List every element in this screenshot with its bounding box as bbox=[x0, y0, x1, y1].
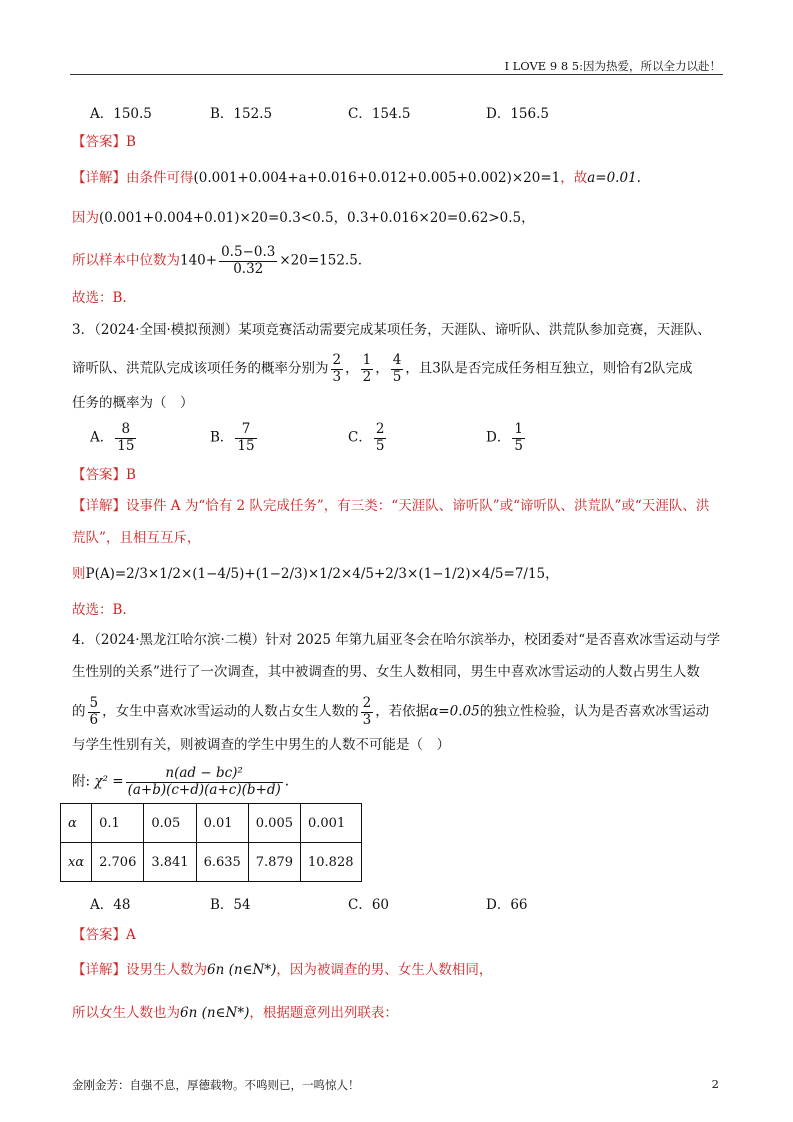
numerator: 7 bbox=[235, 422, 256, 439]
numerator: 1 bbox=[514, 421, 523, 437]
q3-answer bbox=[72, 465, 136, 485]
q4-option-c: C．60 bbox=[348, 897, 390, 913]
explain-text: 所以女生人数也为 bbox=[72, 1005, 180, 1021]
q3-option-d bbox=[486, 422, 527, 454]
answer-value: A bbox=[126, 927, 136, 943]
explain-text: ，因为被调查的男、女生人数相同， bbox=[276, 962, 493, 978]
denominator: 0.32 bbox=[233, 260, 264, 277]
formula: χ² = bbox=[94, 773, 124, 790]
stem-text: 谛听队、洪荒队完成该项任务的概率分别为 bbox=[72, 360, 329, 377]
table-cell: 0.01 bbox=[196, 804, 248, 843]
q4-option-d: D．66 bbox=[486, 897, 528, 913]
denominator: 15 bbox=[117, 437, 135, 454]
critical-value-table bbox=[60, 803, 362, 882]
explain-text: 所以样本中位数为 bbox=[72, 252, 180, 269]
explain-tag: 【详解】 bbox=[72, 498, 126, 514]
option-label: A． bbox=[90, 429, 114, 446]
explain-text: 由条件可得 bbox=[126, 170, 194, 186]
numerator: n(ad − bc)² bbox=[126, 766, 283, 783]
page-footer-motto: 金刚金芳：自强不息，厚德载物。不鸣则已，一鸣惊人！ bbox=[72, 1078, 360, 1092]
numerator: 5 bbox=[89, 695, 99, 711]
stem-text: ，若依据 bbox=[375, 703, 430, 720]
q4-stem-line1: 4．（2024·黑龙江哈尔滨·二模）针对 2025 年第九届亚冬会在哈尔滨举办，校团委对“是否喜欢冰雪运动与学 bbox=[72, 632, 721, 648]
fraction bbox=[361, 696, 374, 728]
stem-text: ，女生中喜欢冰雪运动的人数占女生人数的 bbox=[102, 703, 359, 720]
denominator: 15 bbox=[237, 437, 255, 454]
q2-answer bbox=[72, 132, 136, 152]
option-label: D． bbox=[486, 429, 511, 446]
denominator: 3 bbox=[362, 711, 372, 728]
table-row bbox=[61, 843, 362, 882]
q4-explain-line1 bbox=[72, 960, 492, 980]
q2-option-a: A．150.5 bbox=[90, 106, 152, 122]
formula: 140+ bbox=[180, 252, 218, 269]
table-cell: 6.635 bbox=[196, 843, 248, 882]
stem-text: 的 bbox=[72, 703, 86, 720]
numerator: 2 bbox=[332, 352, 342, 368]
explain-tag: 【详解】 bbox=[72, 170, 126, 186]
q4-answer bbox=[72, 925, 136, 945]
answer-tag: 【答案】 bbox=[72, 134, 126, 150]
q4-stem-line2: 生性别的关系”进行了一次调查，其中被调查的男、女生人数相同，男生中喜欢冰雪运动的人数占男生人数 bbox=[72, 664, 700, 680]
denominator: 2 bbox=[362, 368, 372, 385]
table-cell: 2.706 bbox=[92, 843, 144, 882]
explain-text: 设男生人数为 bbox=[126, 962, 207, 978]
q2-explain-line2 bbox=[72, 208, 535, 228]
separator: ， bbox=[375, 360, 389, 377]
stem-text: 的独立性检验，认为是否喜欢冰雪运动 bbox=[479, 703, 710, 720]
explain-text: ，故 bbox=[560, 170, 588, 186]
denominator: 5 bbox=[375, 437, 385, 454]
option-label: B． bbox=[210, 429, 234, 446]
q2-option-b: B．152.5 bbox=[210, 106, 273, 122]
q3-explain-line3 bbox=[72, 564, 559, 584]
q2-explain-line1 bbox=[72, 168, 641, 188]
table-cell: 0.1 bbox=[92, 804, 144, 843]
q3-stem-line2 bbox=[72, 353, 692, 385]
numerator: 4 bbox=[392, 352, 402, 368]
table-cell: 3.841 bbox=[144, 843, 196, 882]
table-cell: 7.879 bbox=[248, 843, 300, 882]
q3-option-c bbox=[348, 422, 388, 454]
table-cell: 0.05 bbox=[144, 804, 196, 843]
header-rule bbox=[70, 74, 723, 75]
table-cell: 0.005 bbox=[248, 804, 300, 843]
denominator: 5 bbox=[514, 437, 523, 454]
formula: α=0.05 bbox=[429, 703, 480, 720]
explain-text: 设事件 A 为“恰有 2 队完成任务”，有三类：“天涯队、谛听队”或“谛听队、洪荒队”或“天涯队、洪 bbox=[126, 498, 710, 514]
explain-text: 因为 bbox=[72, 210, 99, 226]
q3-conclusion: 故选：B. bbox=[72, 602, 127, 618]
appendix-label: 附: bbox=[72, 773, 91, 790]
q4-stem-line3 bbox=[72, 696, 709, 728]
table-cell: 0.001 bbox=[301, 804, 362, 843]
table-cell: 10.828 bbox=[301, 843, 362, 882]
numerator: 2 bbox=[375, 421, 385, 437]
stem-text: ，且3队是否完成任务相互独立，则恰有2队完成 bbox=[405, 360, 693, 377]
numerator: 2 bbox=[362, 695, 372, 711]
answer-value: B bbox=[126, 467, 136, 483]
fraction bbox=[391, 353, 404, 385]
explain-text: ，根据题意列出列联表： bbox=[249, 1005, 398, 1021]
fraction bbox=[331, 353, 344, 385]
table-cell: α bbox=[61, 804, 92, 843]
q3-stem-line3: 任务的概率为（ ） bbox=[72, 395, 194, 411]
denominator: 5 bbox=[392, 368, 402, 385]
formula-result: a=0.01. bbox=[587, 170, 641, 186]
page-header: I LOVE 9 8 5:因为热爱，所以全力以赴！ bbox=[504, 59, 721, 73]
q3-explain-line2: 荒队”，且相互互斥， bbox=[72, 530, 201, 546]
numerator: 8 bbox=[115, 422, 136, 439]
formula: ×20=152.5. bbox=[279, 252, 363, 269]
numerator: 0.5−0.3 bbox=[221, 244, 276, 260]
option-label: C． bbox=[348, 429, 372, 446]
answer-value: B bbox=[126, 134, 136, 150]
q2-option-c: C．154.5 bbox=[348, 106, 411, 122]
fraction bbox=[361, 353, 374, 385]
q4-appendix bbox=[72, 766, 289, 798]
denominator: 6 bbox=[89, 711, 99, 728]
fraction bbox=[219, 245, 277, 277]
q3-explain-line1 bbox=[72, 496, 709, 516]
table-row bbox=[61, 804, 362, 843]
explain-text: 则 bbox=[72, 566, 86, 582]
q2-conclusion: 故选：B. bbox=[72, 290, 127, 306]
formula: P(A)=2/3×1/2×(1−4/5)+(1−2/3)×1/2×4/5+2/3×(1−1/2)×4/5=7/15， bbox=[85, 566, 559, 582]
formula: 6n (n∈N*) bbox=[180, 1005, 250, 1021]
q4-option-b: B．54 bbox=[210, 897, 251, 913]
q2-option-d: D．156.5 bbox=[486, 106, 549, 122]
answer-tag: 【答案】 bbox=[72, 467, 126, 483]
q4-explain-line2 bbox=[72, 1003, 398, 1023]
q3-option-a bbox=[90, 422, 138, 454]
q3-stem-line1: 3．（2024·全国·模拟预测）某项竞赛活动需要完成某项任务，天涯队、谛听队、洪荒队参加竞赛，天涯队、 bbox=[72, 322, 711, 338]
numerator: 1 bbox=[362, 352, 372, 368]
formula: (0.001+0.004+a+0.016+0.012+0.005+0.002)×20=1 bbox=[193, 170, 561, 186]
q3-option-b bbox=[210, 422, 259, 454]
separator: ， bbox=[345, 360, 359, 377]
q4-option-a: A．48 bbox=[90, 897, 131, 913]
page-number: 2 bbox=[711, 1077, 719, 1091]
q4-stem-line4: 与学生性别有关，则被调查的学生中男生的人数不可能是（ ） bbox=[72, 737, 450, 753]
table-cell: xα bbox=[61, 843, 92, 882]
denominator: (a+b)(c+d)(a+c)(b+d) bbox=[127, 781, 281, 798]
formula: (0.001+0.004+0.01)×20=0.3<0.5，0.3+0.016×20=0.62>0.5， bbox=[99, 210, 535, 226]
explain-tag: 【详解】 bbox=[72, 962, 126, 978]
denominator: 3 bbox=[332, 368, 342, 385]
formula: . bbox=[284, 773, 290, 790]
fraction bbox=[88, 696, 101, 728]
fraction bbox=[126, 766, 283, 798]
formula: 6n (n∈N*) bbox=[207, 962, 277, 978]
answer-tag: 【答案】 bbox=[72, 927, 126, 943]
q2-explain-line3 bbox=[72, 245, 362, 277]
